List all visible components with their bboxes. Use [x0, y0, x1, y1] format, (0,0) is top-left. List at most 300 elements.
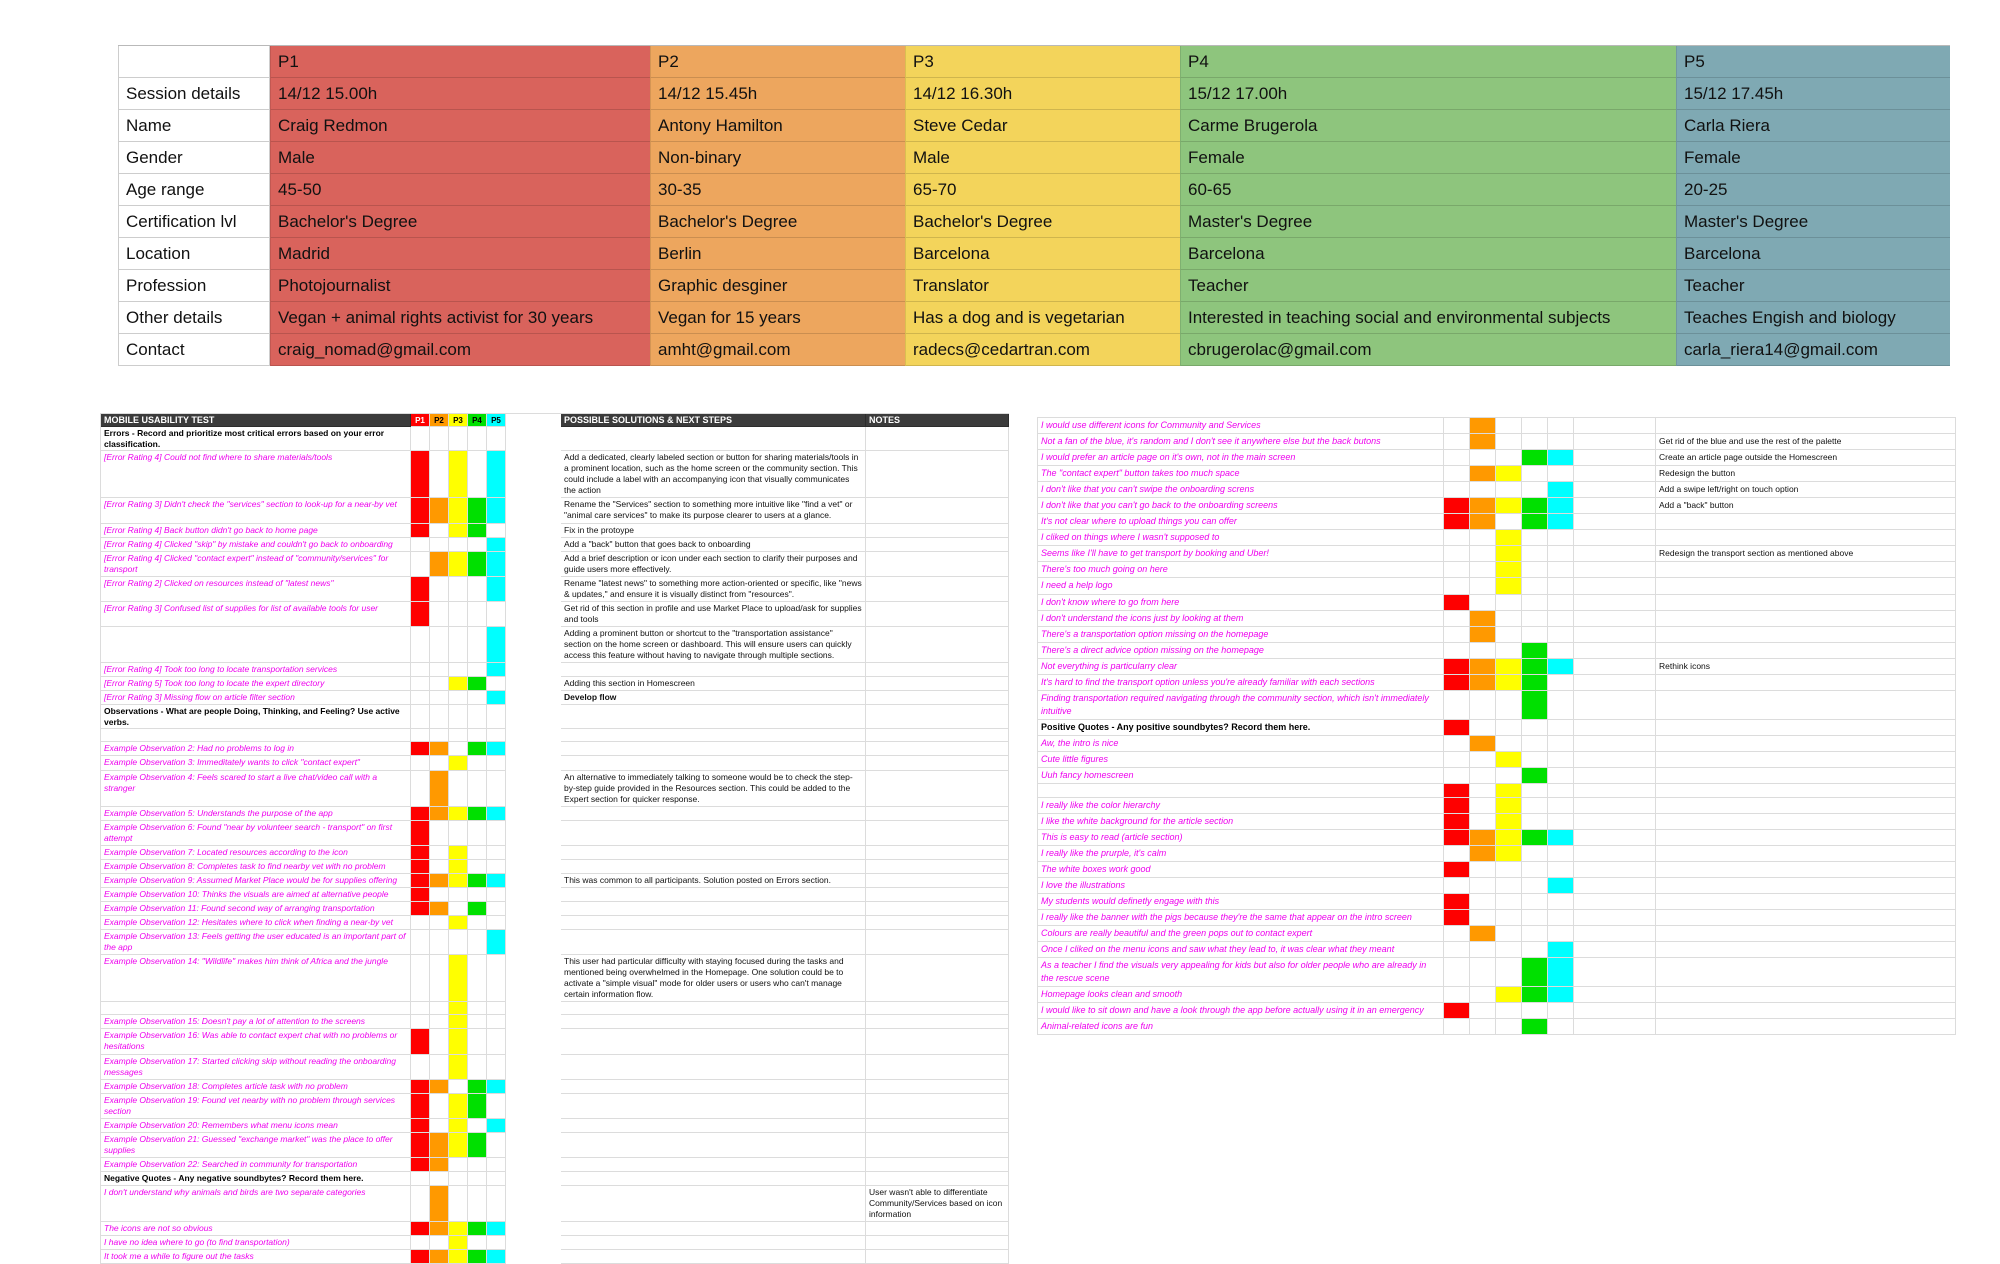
- mark-P2[interactable]: [1470, 768, 1496, 784]
- mark-P1[interactable]: [411, 1002, 430, 1015]
- participant-value-cell[interactable]: carla_riera14@gmail.com: [1676, 334, 1950, 366]
- quote-note-cell[interactable]: [1656, 768, 1956, 784]
- mark-P5[interactable]: [487, 1119, 506, 1133]
- row-label[interactable]: Gender: [118, 142, 270, 174]
- mark-P3[interactable]: [1496, 736, 1522, 752]
- mark-P1[interactable]: [1444, 814, 1470, 830]
- participant-value-cell[interactable]: Carme Brugerola: [1180, 110, 1676, 142]
- quote-note-cell[interactable]: Redesign the transport section as mentioned above: [1656, 546, 1956, 562]
- mark-P2[interactable]: [430, 552, 449, 577]
- mark-P1[interactable]: [411, 427, 430, 451]
- mark-P4[interactable]: [468, 860, 487, 874]
- mark-P1[interactable]: [411, 874, 430, 888]
- mark-P1[interactable]: [1444, 466, 1470, 482]
- mark-P2[interactable]: [430, 691, 449, 705]
- mark-P3[interactable]: [449, 602, 468, 627]
- mark-P4[interactable]: [468, 1119, 487, 1133]
- mark-P1[interactable]: [1444, 562, 1470, 578]
- mark-P3[interactable]: [449, 627, 468, 663]
- mark-P5[interactable]: [487, 1172, 506, 1186]
- mark-P2[interactable]: [1470, 627, 1496, 643]
- note-cell[interactable]: [866, 1222, 1009, 1236]
- usability-row-label[interactable]: Example Observation 12: Hesitates where to click when finding a near-by vet: [101, 916, 411, 930]
- mark-P1[interactable]: [411, 821, 430, 846]
- mark-P4[interactable]: [1522, 611, 1548, 627]
- mark-P1[interactable]: [411, 691, 430, 705]
- spacer-cell[interactable]: [1574, 611, 1656, 627]
- note-cell[interactable]: [866, 705, 1009, 729]
- spacer-cell[interactable]: [1574, 910, 1656, 926]
- mark-P5[interactable]: [1548, 578, 1574, 594]
- quote-cell[interactable]: Finding transportation required navigating through the community section, which isn't immediately intuitive: [1038, 691, 1444, 720]
- mark-P1[interactable]: [1444, 498, 1470, 514]
- mark-P2[interactable]: [1470, 958, 1496, 987]
- mark-P5[interactable]: [487, 677, 506, 691]
- mark-P2[interactable]: [430, 955, 449, 1002]
- mark-P2[interactable]: [430, 1172, 449, 1186]
- note-cell[interactable]: [866, 860, 1009, 874]
- mark-P2[interactable]: [430, 427, 449, 451]
- mark-P4[interactable]: [468, 1055, 487, 1080]
- quote-note-cell[interactable]: [1656, 846, 1956, 862]
- participant-value-cell[interactable]: 45-50: [270, 174, 650, 206]
- mark-P3[interactable]: [449, 498, 468, 523]
- quote-cell[interactable]: [1038, 784, 1444, 798]
- mark-P2[interactable]: [430, 1015, 449, 1029]
- mark-P5[interactable]: [487, 577, 506, 602]
- mark-P3[interactable]: [1496, 627, 1522, 643]
- quote-note-cell[interactable]: [1656, 514, 1956, 530]
- quote-cell[interactable]: I cliked on things where I wasn't supposed to: [1038, 530, 1444, 546]
- mark-P2[interactable]: [1470, 784, 1496, 798]
- quote-cell[interactable]: Homepage looks clean and smooth: [1038, 987, 1444, 1003]
- quote-note-cell[interactable]: Get rid of the blue and use the rest of the palette: [1656, 434, 1956, 450]
- mark-P1[interactable]: [1444, 627, 1470, 643]
- quote-cell[interactable]: I would prefer an article page on it's own, not in the main screen: [1038, 450, 1444, 466]
- participant-value-cell[interactable]: 20-25: [1676, 174, 1950, 206]
- mark-P3[interactable]: [449, 1172, 468, 1186]
- mark-P5[interactable]: [1548, 814, 1574, 830]
- participant-value-cell[interactable]: Barcelona: [905, 238, 1180, 270]
- mark-P3[interactable]: [1496, 862, 1522, 878]
- note-cell[interactable]: [866, 451, 1009, 498]
- mark-P4[interactable]: [468, 427, 487, 451]
- mark-P2[interactable]: [1470, 926, 1496, 942]
- quote-cell[interactable]: It's not clear where to upload things you can offer: [1038, 514, 1444, 530]
- mark-P5[interactable]: [1548, 627, 1574, 643]
- mark-P1[interactable]: [411, 742, 430, 756]
- mark-P5[interactable]: [487, 930, 506, 955]
- participant-value-cell[interactable]: cbrugerolac@gmail.com: [1180, 334, 1676, 366]
- mark-P5[interactable]: [487, 538, 506, 552]
- mark-P5[interactable]: [1548, 675, 1574, 691]
- mark-P4[interactable]: [1522, 659, 1548, 675]
- mark-P1[interactable]: [411, 1222, 430, 1236]
- mark-P5[interactable]: [1548, 691, 1574, 720]
- quote-cell[interactable]: There's a transportation option missing on the homepage: [1038, 627, 1444, 643]
- mark-P3[interactable]: [1496, 482, 1522, 498]
- quote-cell[interactable]: Colours are really beautiful and the green pops out to contact expert: [1038, 926, 1444, 942]
- mark-P1[interactable]: [1444, 675, 1470, 691]
- participant-header-P1[interactable]: P1: [270, 46, 650, 78]
- mark-P5[interactable]: [487, 729, 506, 742]
- mark-P3[interactable]: [449, 1119, 468, 1133]
- mark-P2[interactable]: [430, 1158, 449, 1172]
- note-cell[interactable]: [866, 1119, 1009, 1133]
- mark-P3[interactable]: [449, 821, 468, 846]
- row-label[interactable]: Session details: [118, 78, 270, 110]
- mark-P2[interactable]: [1470, 752, 1496, 768]
- mark-P3[interactable]: [449, 524, 468, 538]
- usability-row-label[interactable]: Example Observation 3: Immeditately wants to click "contact expert": [101, 756, 411, 770]
- mark-P5[interactable]: [1548, 894, 1574, 910]
- mark-P5[interactable]: [487, 888, 506, 902]
- mark-P3[interactable]: [449, 677, 468, 691]
- mark-P2[interactable]: [1470, 894, 1496, 910]
- mark-P3[interactable]: [449, 1015, 468, 1029]
- mark-P3[interactable]: [449, 888, 468, 902]
- note-cell[interactable]: [866, 552, 1009, 577]
- note-cell[interactable]: [866, 1133, 1009, 1158]
- mark-P1[interactable]: [1444, 578, 1470, 594]
- mark-P2[interactable]: [430, 451, 449, 498]
- mark-P3[interactable]: [449, 729, 468, 742]
- mark-P5[interactable]: [487, 1158, 506, 1172]
- quote-cell[interactable]: My students would definetly engage with this: [1038, 894, 1444, 910]
- mark-P4[interactable]: [1522, 720, 1548, 736]
- mark-P4[interactable]: [468, 807, 487, 821]
- solution-cell[interactable]: [561, 902, 866, 916]
- mark-P3[interactable]: [1496, 562, 1522, 578]
- solution-cell[interactable]: [561, 916, 866, 930]
- mark-P3[interactable]: [449, 1002, 468, 1015]
- quote-note-cell[interactable]: [1656, 691, 1956, 720]
- mark-P4[interactable]: [468, 916, 487, 930]
- usability-participant-header-P2[interactable]: P2: [430, 414, 449, 427]
- participant-value-cell[interactable]: Female: [1180, 142, 1676, 174]
- mark-P1[interactable]: [1444, 736, 1470, 752]
- mark-P5[interactable]: [487, 771, 506, 807]
- row-label[interactable]: Certification lvl: [118, 206, 270, 238]
- mark-P1[interactable]: [411, 602, 430, 627]
- mark-P4[interactable]: [468, 627, 487, 663]
- mark-P3[interactable]: [1496, 643, 1522, 659]
- usability-row-label[interactable]: [Error Rating 3] Didn't check the "services" section to look-up for a near-by vet: [101, 498, 411, 523]
- mark-P5[interactable]: [1548, 466, 1574, 482]
- mark-P2[interactable]: [430, 577, 449, 602]
- mark-P2[interactable]: [1470, 498, 1496, 514]
- mark-P5[interactable]: [1548, 482, 1574, 498]
- spacer-cell[interactable]: [1574, 987, 1656, 1003]
- note-cell[interactable]: [866, 916, 1009, 930]
- note-cell[interactable]: [866, 1094, 1009, 1119]
- mark-P4[interactable]: [468, 888, 487, 902]
- mark-P4[interactable]: [468, 552, 487, 577]
- mark-P3[interactable]: [449, 1133, 468, 1158]
- mark-P5[interactable]: [1548, 1003, 1574, 1019]
- mark-P3[interactable]: [449, 902, 468, 916]
- mark-P4[interactable]: [468, 677, 487, 691]
- mark-P2[interactable]: [1470, 691, 1496, 720]
- mark-P2[interactable]: [1470, 450, 1496, 466]
- usability-row-label[interactable]: Example Observation 6: Found "near by volunteer search - transport" on first attempt: [101, 821, 411, 846]
- participant-value-cell[interactable]: 14/12 15.45h: [650, 78, 905, 110]
- note-cell[interactable]: [866, 821, 1009, 846]
- mark-P4[interactable]: [1522, 514, 1548, 530]
- mark-P2[interactable]: [1470, 814, 1496, 830]
- mark-P3[interactable]: [449, 860, 468, 874]
- spacer-cell[interactable]: [1574, 958, 1656, 987]
- solution-cell[interactable]: [561, 1015, 866, 1029]
- mark-P3[interactable]: [449, 577, 468, 602]
- usability-participant-header-P1[interactable]: P1: [411, 414, 430, 427]
- mark-P2[interactable]: [1470, 595, 1496, 611]
- quote-note-cell[interactable]: [1656, 562, 1956, 578]
- note-cell[interactable]: [866, 577, 1009, 602]
- spacer-cell[interactable]: [1574, 466, 1656, 482]
- solution-cell[interactable]: This was common to all participants. Solution posted on Errors section.: [561, 874, 866, 888]
- mark-P4[interactable]: [468, 1158, 487, 1172]
- mark-P5[interactable]: [1548, 611, 1574, 627]
- row-label[interactable]: Location: [118, 238, 270, 270]
- mark-P4[interactable]: [468, 874, 487, 888]
- solution-cell[interactable]: [561, 1172, 866, 1186]
- solution-cell[interactable]: Get rid of this section in profile and use Market Place to upload/ask for supplies and tools: [561, 602, 866, 627]
- usability-row-label[interactable]: [101, 627, 411, 663]
- spacer-cell[interactable]: [1574, 450, 1656, 466]
- mark-P5[interactable]: [1548, 910, 1574, 926]
- quote-cell[interactable]: There's a direct advice option missing on the homepage: [1038, 643, 1444, 659]
- mark-P2[interactable]: [430, 524, 449, 538]
- mark-P2[interactable]: [1470, 987, 1496, 1003]
- usability-row-label[interactable]: Negative Quotes - Any negative soundbytes? Record them here.: [101, 1172, 411, 1186]
- note-cell[interactable]: [866, 1236, 1009, 1250]
- solution-cell[interactable]: [561, 1002, 866, 1015]
- mark-P2[interactable]: [1470, 418, 1496, 434]
- spacer-cell[interactable]: [1574, 434, 1656, 450]
- mark-P5[interactable]: [1548, 562, 1574, 578]
- usability-row-label[interactable]: [Error Rating 2] Clicked on resources instead of "latest news": [101, 577, 411, 602]
- spacer-cell[interactable]: [1574, 1019, 1656, 1035]
- quote-note-cell[interactable]: [1656, 643, 1956, 659]
- mark-P5[interactable]: [487, 552, 506, 577]
- mark-P5[interactable]: [1548, 736, 1574, 752]
- solution-cell[interactable]: [561, 821, 866, 846]
- usability-row-label[interactable]: Errors - Record and prioritize most critical errors based on your error classification.: [101, 427, 411, 451]
- participant-value-cell[interactable]: 15/12 17.00h: [1180, 78, 1676, 110]
- mark-P5[interactable]: [1548, 498, 1574, 514]
- spacer-cell[interactable]: [1574, 418, 1656, 434]
- mark-P4[interactable]: [468, 821, 487, 846]
- note-cell[interactable]: [866, 691, 1009, 705]
- mark-P5[interactable]: [1548, 798, 1574, 814]
- quote-note-cell[interactable]: [1656, 720, 1956, 736]
- quote-note-cell[interactable]: [1656, 862, 1956, 878]
- usability-row-label[interactable]: [Error Rating 4] Back button didn't go back to home page: [101, 524, 411, 538]
- mark-P3[interactable]: [449, 1236, 468, 1250]
- quote-cell[interactable]: Seems like I'll have to get transport by booking and Uber!: [1038, 546, 1444, 562]
- mark-P4[interactable]: [1522, 675, 1548, 691]
- mark-P1[interactable]: [411, 888, 430, 902]
- mark-P1[interactable]: [1444, 595, 1470, 611]
- quote-cell[interactable]: I would use different icons for Community and Services: [1038, 418, 1444, 434]
- participant-value-cell[interactable]: Craig Redmon: [270, 110, 650, 142]
- mark-P4[interactable]: [468, 756, 487, 770]
- usability-row-label[interactable]: I have no idea where to go (to find transportation): [101, 1236, 411, 1250]
- quote-cell[interactable]: I love the illustrations: [1038, 878, 1444, 894]
- mark-P4[interactable]: [1522, 498, 1548, 514]
- mark-P3[interactable]: [1496, 611, 1522, 627]
- participant-value-cell[interactable]: Berlin: [650, 238, 905, 270]
- mark-P2[interactable]: [1470, 611, 1496, 627]
- note-cell[interactable]: [866, 846, 1009, 860]
- mark-P4[interactable]: [468, 498, 487, 523]
- solution-cell[interactable]: Add a "back" button that goes back to onboarding: [561, 538, 866, 552]
- mark-P4[interactable]: [468, 846, 487, 860]
- mark-P2[interactable]: [1470, 1019, 1496, 1035]
- participant-value-cell[interactable]: Interested in teaching social and environmental subjects: [1180, 302, 1676, 334]
- mark-P1[interactable]: [1444, 514, 1470, 530]
- mark-P2[interactable]: [1470, 546, 1496, 562]
- participant-value-cell[interactable]: amht@gmail.com: [650, 334, 905, 366]
- note-cell[interactable]: [866, 955, 1009, 1002]
- mark-P1[interactable]: [1444, 659, 1470, 675]
- mark-P5[interactable]: [487, 498, 506, 523]
- mark-P1[interactable]: [1444, 691, 1470, 720]
- mark-P2[interactable]: [430, 705, 449, 729]
- mark-P4[interactable]: [468, 1133, 487, 1158]
- quote-cell[interactable]: I really like the color hierarchy: [1038, 798, 1444, 814]
- mark-P5[interactable]: [487, 874, 506, 888]
- note-cell[interactable]: [866, 1002, 1009, 1015]
- participant-value-cell[interactable]: craig_nomad@gmail.com: [270, 334, 650, 366]
- mark-P1[interactable]: [1444, 643, 1470, 659]
- mark-P5[interactable]: [487, 742, 506, 756]
- quote-note-cell[interactable]: [1656, 958, 1956, 987]
- mark-P3[interactable]: [449, 451, 468, 498]
- mark-P4[interactable]: [468, 742, 487, 756]
- quote-cell[interactable]: Uuh fancy homescreen: [1038, 768, 1444, 784]
- mark-P2[interactable]: [430, 1002, 449, 1015]
- spacer-cell[interactable]: [1574, 482, 1656, 498]
- mark-P1[interactable]: [1444, 942, 1470, 958]
- mark-P3[interactable]: [449, 691, 468, 705]
- mark-P4[interactable]: [468, 930, 487, 955]
- mark-P1[interactable]: [411, 930, 430, 955]
- mark-P2[interactable]: [430, 902, 449, 916]
- mark-P3[interactable]: [1496, 466, 1522, 482]
- mark-P5[interactable]: [487, 846, 506, 860]
- solution-cell[interactable]: An alternative to immediately talking to someone would be to check the step-by-step guide provided in the Resources section. This could be added to the Expert section for quicker response.: [561, 771, 866, 807]
- mark-P5[interactable]: [487, 902, 506, 916]
- participant-value-cell[interactable]: Master's Degree: [1676, 206, 1950, 238]
- mark-P1[interactable]: [1444, 926, 1470, 942]
- mark-P3[interactable]: [1496, 926, 1522, 942]
- row-label[interactable]: Contact: [118, 334, 270, 366]
- solution-cell[interactable]: [561, 846, 866, 860]
- mark-P4[interactable]: [468, 729, 487, 742]
- mark-P2[interactable]: [430, 916, 449, 930]
- solution-cell[interactable]: [561, 663, 866, 677]
- quote-note-cell[interactable]: [1656, 752, 1956, 768]
- mark-P3[interactable]: [1496, 546, 1522, 562]
- solution-cell[interactable]: [561, 1119, 866, 1133]
- mark-P2[interactable]: [1470, 434, 1496, 450]
- mark-P1[interactable]: [411, 1015, 430, 1029]
- mark-P3[interactable]: [449, 538, 468, 552]
- usability-row-label[interactable]: Example Observation 7: Located resources according to the icon: [101, 846, 411, 860]
- mark-P4[interactable]: [468, 1080, 487, 1094]
- usability-row-label[interactable]: Example Observation 18: Completes article task with no problem: [101, 1080, 411, 1094]
- mark-P3[interactable]: [449, 1250, 468, 1264]
- mark-P2[interactable]: [1470, 720, 1496, 736]
- mark-P2[interactable]: [430, 729, 449, 742]
- mark-P4[interactable]: [1522, 814, 1548, 830]
- mark-P5[interactable]: [1548, 720, 1574, 736]
- solution-cell[interactable]: Rename "latest news" to something more action-oriented or specific, like "news & updates," and ensure it is visually distinct from "resources".: [561, 577, 866, 602]
- mark-P2[interactable]: [430, 807, 449, 821]
- mark-P3[interactable]: [1496, 942, 1522, 958]
- mark-P5[interactable]: [487, 1055, 506, 1080]
- mark-P4[interactable]: [468, 1222, 487, 1236]
- usability-row-label[interactable]: [101, 729, 411, 742]
- mark-P1[interactable]: [411, 1055, 430, 1080]
- mark-P4[interactable]: [468, 663, 487, 677]
- quote-note-cell[interactable]: [1656, 910, 1956, 926]
- quote-cell[interactable]: I don't know where to go from here: [1038, 595, 1444, 611]
- mark-P1[interactable]: [411, 1172, 430, 1186]
- quote-cell[interactable]: I don't like that you can't go back to the onboarding screens: [1038, 498, 1444, 514]
- solution-cell[interactable]: [561, 742, 866, 756]
- solution-cell[interactable]: [561, 888, 866, 902]
- mark-P4[interactable]: [1522, 987, 1548, 1003]
- spacer-cell[interactable]: [1574, 514, 1656, 530]
- participant-header-P2[interactable]: P2: [650, 46, 905, 78]
- quote-cell[interactable]: The "contact expert" button takes too much space: [1038, 466, 1444, 482]
- mark-P3[interactable]: [1496, 784, 1522, 798]
- spacer-cell[interactable]: [1574, 720, 1656, 736]
- mark-P3[interactable]: [449, 705, 468, 729]
- quote-note-cell[interactable]: [1656, 736, 1956, 752]
- mark-P1[interactable]: [411, 552, 430, 577]
- participant-value-cell[interactable]: Teaches Engish and biology: [1676, 302, 1950, 334]
- quote-note-cell[interactable]: [1656, 814, 1956, 830]
- spacer-cell[interactable]: [1574, 926, 1656, 942]
- quote-cell[interactable]: I like the white background for the article section: [1038, 814, 1444, 830]
- spacer-cell[interactable]: [1574, 830, 1656, 846]
- mark-P2[interactable]: [1470, 878, 1496, 894]
- usability-row-label[interactable]: It took me a while to figure out the tasks: [101, 1250, 411, 1264]
- quote-note-cell[interactable]: Rethink icons: [1656, 659, 1956, 675]
- mark-P2[interactable]: [430, 888, 449, 902]
- mark-P1[interactable]: [1444, 752, 1470, 768]
- participant-value-cell[interactable]: Steve Cedar: [905, 110, 1180, 142]
- solution-cell[interactable]: Develop flow: [561, 691, 866, 705]
- mark-P2[interactable]: [430, 1250, 449, 1264]
- mark-P1[interactable]: [1444, 450, 1470, 466]
- solution-cell[interactable]: Adding this section in Homescreen: [561, 677, 866, 691]
- participant-value-cell[interactable]: Photojournalist: [270, 270, 650, 302]
- mark-P5[interactable]: [1548, 862, 1574, 878]
- solution-cell[interactable]: [561, 1055, 866, 1080]
- mark-P2[interactable]: [430, 1119, 449, 1133]
- mark-P1[interactable]: [411, 729, 430, 742]
- quote-note-cell[interactable]: [1656, 418, 1956, 434]
- mark-P1[interactable]: [1444, 482, 1470, 498]
- quote-cell[interactable]: I need a help logo: [1038, 578, 1444, 594]
- participant-value-cell[interactable]: 65-70: [905, 174, 1180, 206]
- mark-P1[interactable]: [411, 756, 430, 770]
